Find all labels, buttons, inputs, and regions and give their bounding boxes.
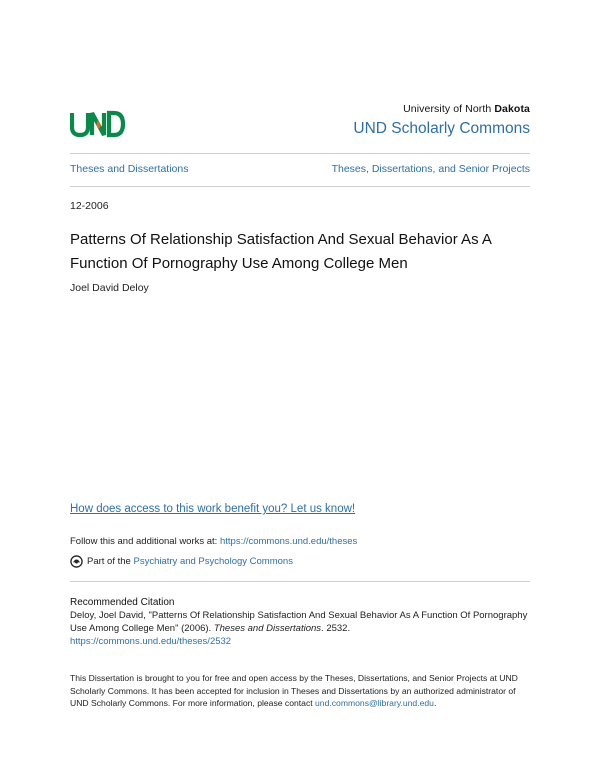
psychiatry-psychology-commons-link[interactable]: Psychiatry and Psychology Commons (133, 556, 293, 567)
divider-bottom (70, 186, 530, 187)
author-name: Joel David Deloy (70, 282, 149, 294)
follow-url-link[interactable]: https://commons.und.edu/theses (219, 536, 358, 547)
repository-name[interactable]: UND Scholarly Commons (353, 120, 530, 137)
contact-email-link[interactable]: und.commons@library.und.edu (315, 698, 434, 708)
access-feedback-link[interactable]: How does access to this work benefit you? Let us know! (70, 503, 356, 515)
divider-citation (70, 581, 530, 582)
collection-link[interactable]: Theses and Dissertations (70, 163, 189, 175)
part-of-line: Part of the Psychiatry and Psychology Commons (70, 555, 293, 568)
footer-notice: This Dissertation is brought to you for free and open access by the Theses, Dissertations, and Senior Projects at UND Scholarly Commons. It has been accepted for inclusion in Theses and Dissertations by an authorized administrator of UND Scholarly Commons. For more information, please contact und.commons@library.und.edu. (70, 673, 518, 708)
citation-url-link[interactable]: https://commons.und.edu/theses/2532 (70, 636, 232, 647)
cover-page (70, 0, 530, 776)
creative-commons-icon (70, 555, 83, 568)
recommended-citation-heading: Recommended Citation (70, 597, 175, 608)
und-logo (70, 109, 126, 139)
parent-collection-link[interactable]: Theses, Dissertations, and Senior Projects (331, 163, 530, 175)
document-title: Patterns Of Relationship Satisfaction And Sexual Behavior As A Function Of Pornography Use Among College Men (70, 231, 492, 272)
divider-top (70, 153, 530, 154)
citation-text: Deloy, Joel David, "Patterns Of Relationship Satisfaction And Sexual Behavior As A Function Of Pornography Use Among College Men" (2006). Theses and Dissertations. 2532. https://commons.und.edu/theses/2532 (70, 610, 528, 647)
und-logo-icon (70, 109, 126, 139)
institution-name: University of North Dakota (403, 103, 530, 115)
follow-line: Follow this and additional works at: https://commons.und.edu/theses (70, 536, 358, 547)
institution-block (353, 103, 530, 138)
publication-date: 12-2006 (70, 200, 109, 212)
